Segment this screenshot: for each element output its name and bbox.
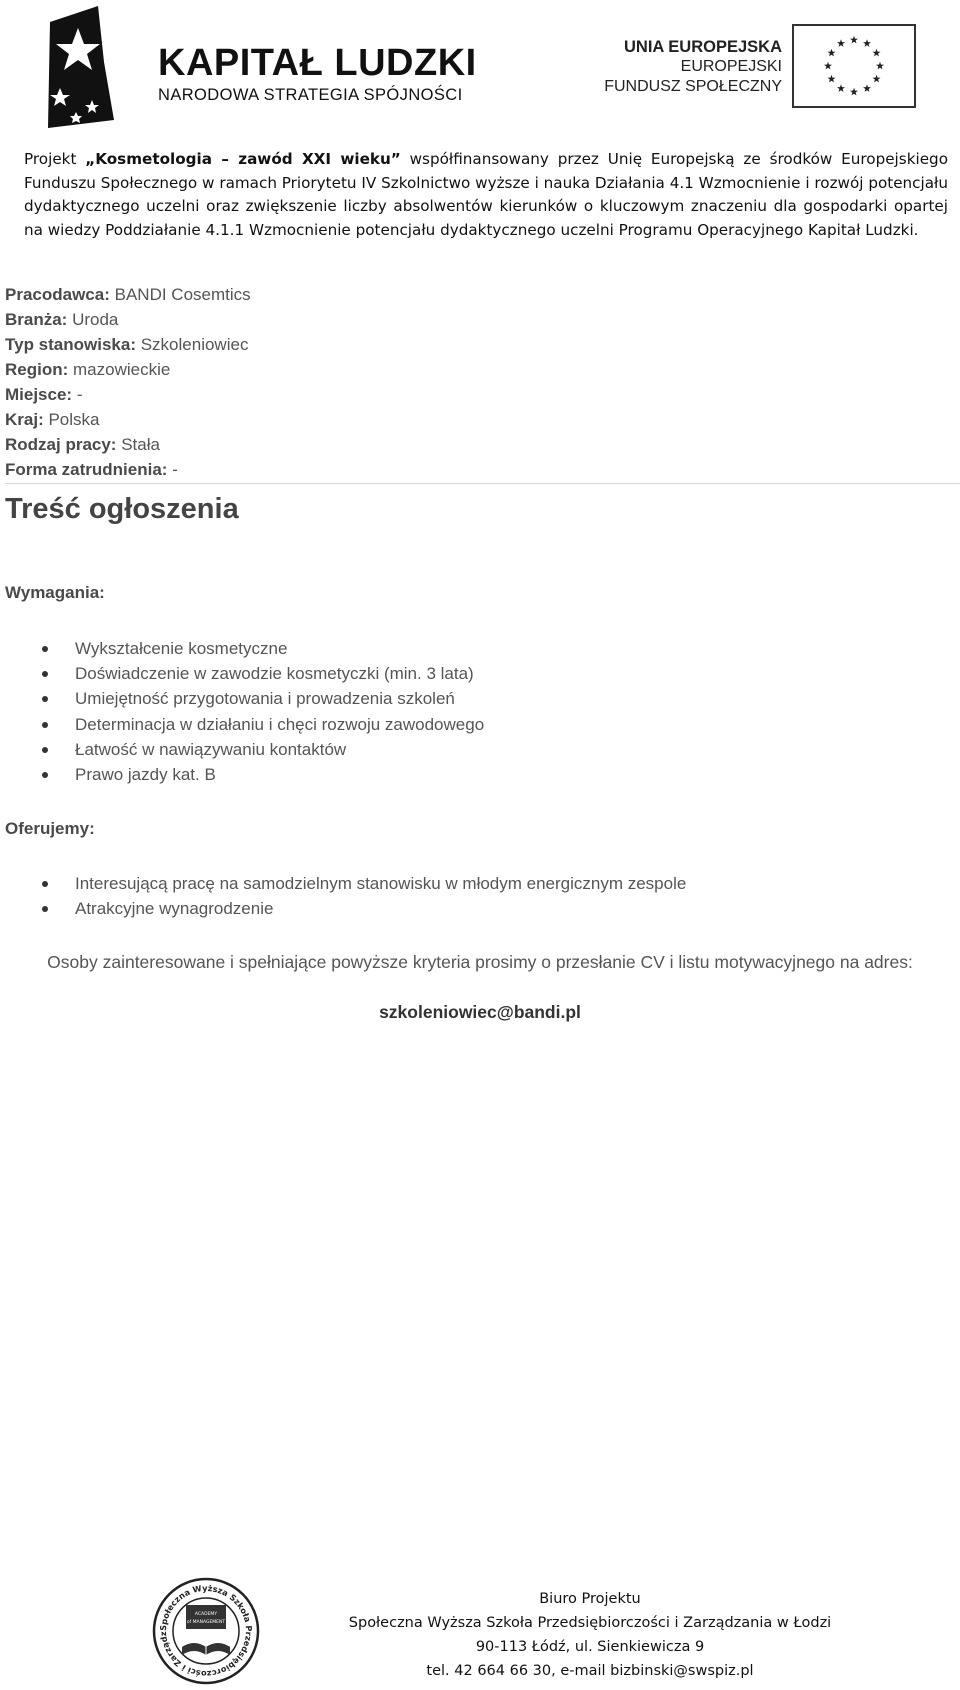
requirements-list — [0, 636, 484, 787]
school-seal — [152, 1577, 260, 1685]
eu-star — [827, 49, 835, 57]
intro-prefix: Projekt — [24, 150, 86, 168]
field-value: BANDI Cosemtics — [109, 285, 251, 304]
requirements-heading: Wymagania: — [5, 583, 105, 602]
eu-star — [876, 62, 884, 70]
footer-school: Społeczna Wyższa Szkoła Przedsiębiorczości i Zarządzania w Łodzi — [348, 1615, 832, 1631]
field-label: Typ stanowiska: — [5, 335, 136, 354]
eu-star — [850, 36, 858, 44]
field-label: Rodzaj pracy: — [5, 435, 117, 454]
seal-emblem-icon — [152, 1577, 260, 1685]
closing-text: Osoby zainteresowane i spełniające powyższe kryteria prosimy o przesłanie CV i listu motywacyjnego na adres: — [47, 952, 913, 972]
field-work-type — [5, 432, 251, 457]
field-industry — [5, 307, 251, 332]
eu-flag — [792, 24, 916, 108]
project-name: „Kosmetologia – zawód XXI wieku” — [85, 150, 401, 168]
kapital-ludzki-title: KAPITAŁ LUDZKI — [158, 42, 477, 84]
intro-body: współfinansowany przez Unię Europejską ze środków Europejskiego Funduszu Społecznego w ramach Priorytetu IV Szkolnictwo wyższe i nauka Działania 4.1 Wzmocnienie i rozwój potencjału dydaktycznego uczelni oraz zwiększenie liczby absolwentów kierunków o kluczowym znaczeniu dla gospodarki opartej na wiedzy Poddziałanie 4.1.1 Wzmocnienie potencjału dydaktycznego uczelni Programu Operacyjnego Kapitał Ludzki. — [24, 150, 948, 239]
field-value: Polska — [43, 410, 100, 429]
contact-email[interactable]: szkoleniowiec@bandi.pl — [379, 1002, 581, 1022]
seal-ring-text: Społeczna Wyższa Szkoła Przedsiębiorczości i Zarządz — [157, 1582, 255, 1680]
eu-line2: EUROPEJSKI — [680, 58, 782, 75]
field-label: Miejsce: — [5, 385, 73, 404]
list-item: Doświadczenie w zawodzie kosmetyczki (min. 3 lata) — [0, 661, 484, 686]
eu-star — [837, 84, 845, 92]
field-employer — [5, 282, 251, 307]
offer-list — [0, 871, 686, 921]
eu-star — [824, 62, 832, 70]
field-value: Stała — [116, 435, 160, 454]
field-value: Szkoleniowiec — [136, 335, 249, 354]
eu-star — [863, 39, 871, 47]
eu-star — [873, 75, 881, 83]
field-label: Region: — [5, 360, 69, 379]
field-value: - — [167, 460, 178, 479]
eu-star — [827, 75, 835, 83]
field-label: Branża: — [5, 310, 68, 329]
footer-phone-email: tel. 42 664 66 30, e-mail bizbinski@swspiz.pl — [426, 1663, 754, 1679]
list-item: Wykształcenie kosmetyczne — [0, 636, 484, 661]
field-region — [5, 357, 251, 382]
eu-stars-icon — [794, 26, 914, 106]
field-place — [5, 382, 251, 407]
footer-office: Biuro Projektu — [539, 1591, 641, 1607]
offer-heading: Oferujemy: — [5, 819, 95, 838]
section-divider — [5, 483, 960, 484]
field-country — [5, 407, 251, 432]
list-item: Interesującą pracę na samodzielnym stanowisku w młodym energicznym zespole — [0, 871, 686, 896]
list-item: Umiejętność przygotowania i prowadzenia szkoleń — [0, 686, 484, 711]
field-label: Pracodawca: — [5, 285, 110, 304]
svg-text:ACADEMY: ACADEMY — [194, 1612, 218, 1617]
eu-star — [863, 84, 871, 92]
list-item: Determinacja w działaniu i chęci rozwoju zawodowego — [0, 712, 484, 737]
job-fields — [5, 282, 251, 482]
eu-line1: UNIA EUROPEJSKA — [624, 38, 782, 56]
footer-contact — [270, 1587, 910, 1683]
eu-star — [873, 49, 881, 57]
project-intro — [24, 148, 948, 242]
eu-logo — [606, 20, 916, 112]
kapital-ludzki-subtitle: NARODOWA STRATEGIA SPÓJNOŚCI — [158, 86, 463, 104]
field-label: Kraj: — [5, 410, 44, 429]
section-title: Treść ogłoszenia — [5, 493, 239, 525]
eu-star — [850, 88, 858, 96]
list-item: Prawo jazdy kat. B — [0, 762, 484, 787]
list-item: Łatwość w nawiązywaniu kontaktów — [0, 737, 484, 762]
field-label: Forma zatrudnienia: — [5, 460, 168, 479]
eu-line3: FUNDUSZ SPOŁECZNY — [604, 78, 782, 95]
footer-address: 90-113 Łódź, ul. Sienkiewicza 9 — [475, 1639, 705, 1655]
field-value: mazowieckie — [68, 360, 171, 379]
kapital-ludzki-logo — [40, 2, 477, 134]
field-employment-form — [5, 457, 251, 482]
list-item: Atrakcyjne wynagrodzenie — [0, 896, 686, 921]
field-position-type — [5, 332, 251, 357]
svg-text:of MANAGEMENT: of MANAGEMENT — [186, 1620, 226, 1625]
eu-star — [837, 39, 845, 47]
kapital-ludzki-emblem-icon — [40, 2, 120, 134]
field-value: Uroda — [67, 310, 119, 329]
field-value: - — [72, 385, 83, 404]
